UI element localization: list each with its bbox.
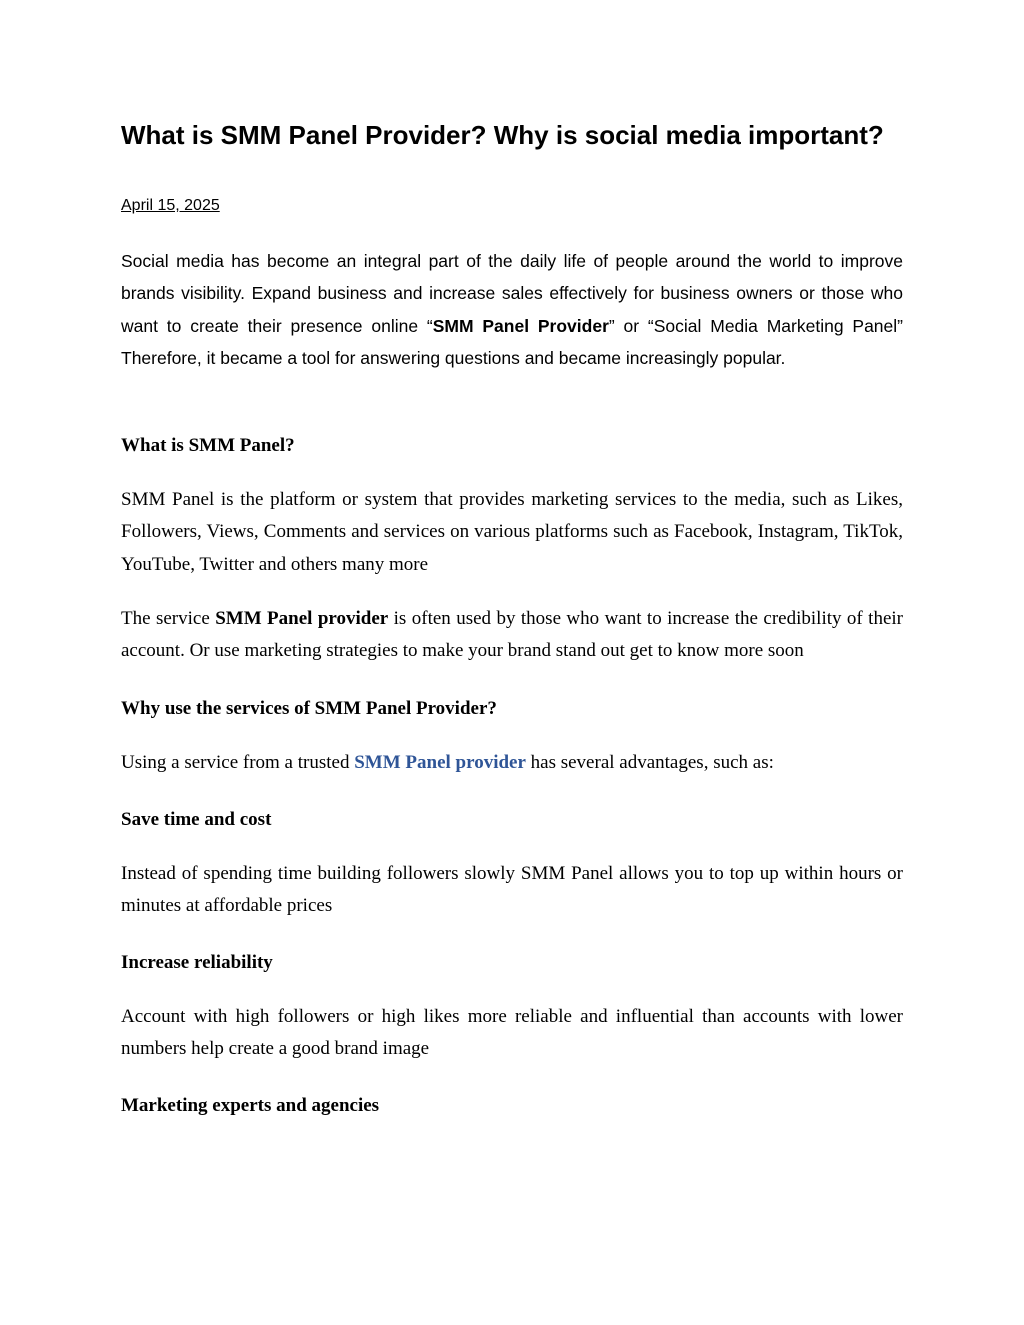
advantages-text-1: Using a service from a trusted — [121, 752, 355, 773]
intro-text-2: ” or “Social Media Marketing Panel” Therefore, it became a tool for answering questions and became increasingly popular. — [121, 315, 903, 368]
intro-bold-term: SMM Panel Provider — [432, 315, 609, 336]
service-text-2: is often used by those who want to increase the credibility of their account. Or use marketing strategies to make your brand stand out get to know more soon — [121, 608, 903, 662]
section-heading-why-use: Why use the services of SMM Panel Provider? — [121, 698, 497, 719]
service-bold-term: SMM Panel provider — [215, 608, 389, 629]
benefit-heading-marketing-experts: Marketing experts and agencies — [121, 1095, 380, 1116]
intro-paragraph — [121, 245, 903, 374]
benefit-heading-save-time: Save time and cost — [121, 809, 272, 830]
service-credibility-paragraph — [121, 603, 903, 668]
section-heading-what-is-smm-panel: What is SMM Panel? — [121, 435, 295, 456]
service-text-1: The service — [121, 608, 216, 629]
article-title: What is SMM Panel Provider? Why is social media important? — [121, 120, 884, 150]
smm-panel-definition-paragraph: SMM Panel is the platform or system that provides marketing services to the media, such as Likes, Followers, Views, Comments and services on various platforms such as Facebook, Instagram, TikTok, YouTube, Twitter and others many more — [121, 489, 903, 575]
advantages-intro-paragraph — [121, 747, 903, 779]
benefit-text-save-time: Instead of spending time building followers slowly SMM Panel allows you to top up within hours or minutes at affordable prices — [121, 863, 903, 917]
smm-panel-provider-link[interactable]: SMM Panel provider — [354, 752, 526, 773]
advantages-text-2: has several advantages, such as: — [525, 752, 774, 773]
benefit-text-reliability: Account with high followers or high likes more reliable and influential than accounts with lower numbers help create a good brand image — [121, 1006, 903, 1060]
article-date[interactable]: April 15, 2025 — [121, 197, 220, 214]
benefit-heading-reliability: Increase reliability — [121, 952, 273, 973]
intro-text-1: Social media has become an integral part of the daily life of people around the world to improve brands visibility. Expand business and increase sales effectively for business owners or those who want to create their presence online “ — [121, 251, 903, 336]
